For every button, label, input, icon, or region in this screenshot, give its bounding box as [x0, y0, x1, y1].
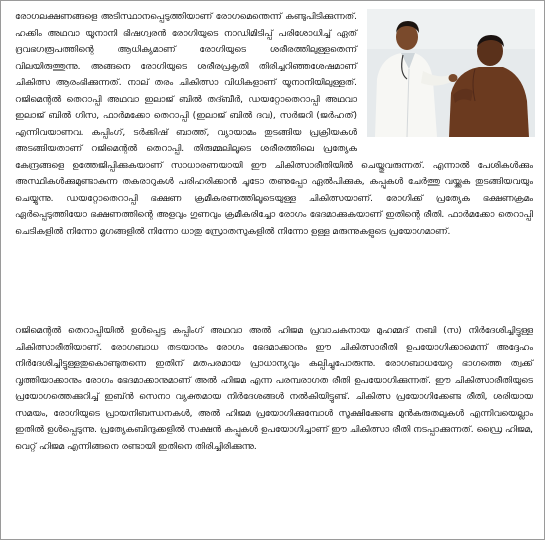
- paragraph-1: രോഗലക്ഷണങ്ങളെ അടിസ്ഥാനപ്പെടുത്തിയാണ് രോഗമെന്തെന്ന് കണ്ടുപിടിക്കുന്നത്. ഹക്കിം അഥവാ യൂനാനി ഭിഷഗ്വരൻ രോഗിയുടെ നാഡിമിടിപ്പ് പരിശോധിച്ച് ഏത് ദ്രവഭഗരൂപത്തിന്റെ ആധിക്യമാണ് രോഗിയുടെ ശരീരത്തിലുള്ളതെന്ന് വിലയിരുത്തുന്നു. അങ്ങനെ രോഗിയുടെ ശരീരപ്രകൃതി തിരിച്ചറിഞ്ഞശേഷമാണ് ചികിത്സ ആരംഭിക്കുന്നത്. നാല് തരം ചികിത്സാ വിധികളാണ് യൂനാനിയിലുള്ളത്. റജിമെന്റൽ തെറാപ്പി അഥവാ ഇലാജ് ബിൽ തദ്ബീർ, ഡയറ്റോതെറാപ്പി അഥവാ ഇലാജ് ബിൽ ഗിസ, ഫാർമക്കോ തെറാപ്പി (ഇലാജ് ബിൽ ദവ), സർജറി (ജർഹത്) എന്നിവയാണവ. കപ്പിംഗ്, ടർക്കിഷ് ബാത്ത്, വ്യായാമം തുടങ്ങിയ പ്രക്രിയകൾ അടങ്ങിയതാണ് റജിമെന്റൽ തെറാപ്പി. തിരുമ്മലിലൂടെ ശരീരത്തിലെ പ്രത്യേക കേന്ദ്രങ്ങളെ ഉത്തേജിപ്പിക്കുകയാണ് സാധാരണയായി ഈ ചികിത്സാരീതിയിൽ ചെയ്തുവരുന്നത്. എന്നാൽ പേശികൾക്കും അസ്ഥികൾക്കുമുണ്ടാകുന്ന തകരാറുകൾ പരിഹരിക്കാൻ ചൂടോ തണുപ്പോ ഏൽപിക്കുക, കപ്പുകൾ ചേർത്തു വയ്ക്കുക തുടങ്ങിയവയും ചെയ്യുന്നു. ഡയറ്റോതെറാപ്പി ഭക്ഷണ ക്രമീകരണത്തിലൂടെയുള്ള ചികിത്സയാണ്. രോഗിക്ക് പ്രത്യേക ഭക്ഷണക്രമം ഏർപ്പെടുത്തിയോ ഭക്ഷണത്തിന്റെ അളവും ഗുണവും ക്രമീകരിച്ചോ രോഗം ഭേദമാക്കുകയാണ് ഇതിന്റെ രീതി. ഫാർമക്കോ തെറാപ്പി ചെടികളിൽ നിന്നോ മൃഗങ്ങളിൽ നിന്നോ ധാതു സ്രോതസുകളിൽ നിന്നോ ഉള്ള മരുന്നുകളുടെ പ്രയോഗമാണ്.: [15, 12, 533, 237]
- paragraph-2: റജിമെന്റൽ തെറാപ്പിയിൽ ഉൾപ്പെട്ട കപ്പിംഗ് അഥവാ അൽ ഹിജമ പ്രവാചകനായ മുഹമ്മദ് നബി (സ) നിർദേശിച്ചിട്ടുള്ള ചികിത്സാരീതിയാണ്. രോഗബാധ തടയാനും രോഗം ഭേദമാക്കാനും ഈ ചികിത്സാരീതി ഉപയോഗിക്കാമെന്ന് അദ്ദേഹം നിർദേശിച്ചിട്ടുള്ളതുകൊണ്ടുതന്നെ ഇതിന് മതപരമായ പ്രാധാന്യവും കല്പിച്ചുപോരുന്നു. രോഗബാധയേറ്റ ഭാഗത്തെ ത്വക്ക് വൃത്തിയാക്കാനും രോഗം ഭേദമാക്കാനുമാണ് അൽ ഹിജമ എന്ന പരമ്പരാഗത രീതി ഉപയോഗിക്കുന്നത്. ഈ ചികിത്സാരീതിയുടെ പ്രയോഗത്തെക്കുറിച്ച് ഇബ്‌ൻ സെനാ വ്യക്തമായ നിർദേശങ്ങൾ നൽകിയിട്ടുണ്ട്. ചികിത്സ പ്രയോഗിക്കേണ്ട രീതി, ശരിയായ സമയം, രോഗിയുടെ പ്രായനിബന്ധനകൾ, അൽ ഹിജമ പ്രയോഗിക്കുമ്പോൾ സൂക്ഷിക്കേണ്ട മുൻകരുതലുകൾ എന്നിവയെല്ലാം ഇതിൽ ഉൾപ്പെടുന്നു. പ്രത്യേകബിന്ദുക്കളിൽ സക്ഷൻ കപ്പുകൾ ഉപയോഗിച്ചാണ് ഈ ചികിത്സാ രീതി നടപ്പാക്കുന്നത്. ഡ്രൈ ഹിജമ, വെറ്റ് ഹിജമ എന്നിങ്ങനെ രണ്ടായി ഇതിനെ തിരിച്ചിരിക്കുന്നു.: [15, 326, 533, 452]
